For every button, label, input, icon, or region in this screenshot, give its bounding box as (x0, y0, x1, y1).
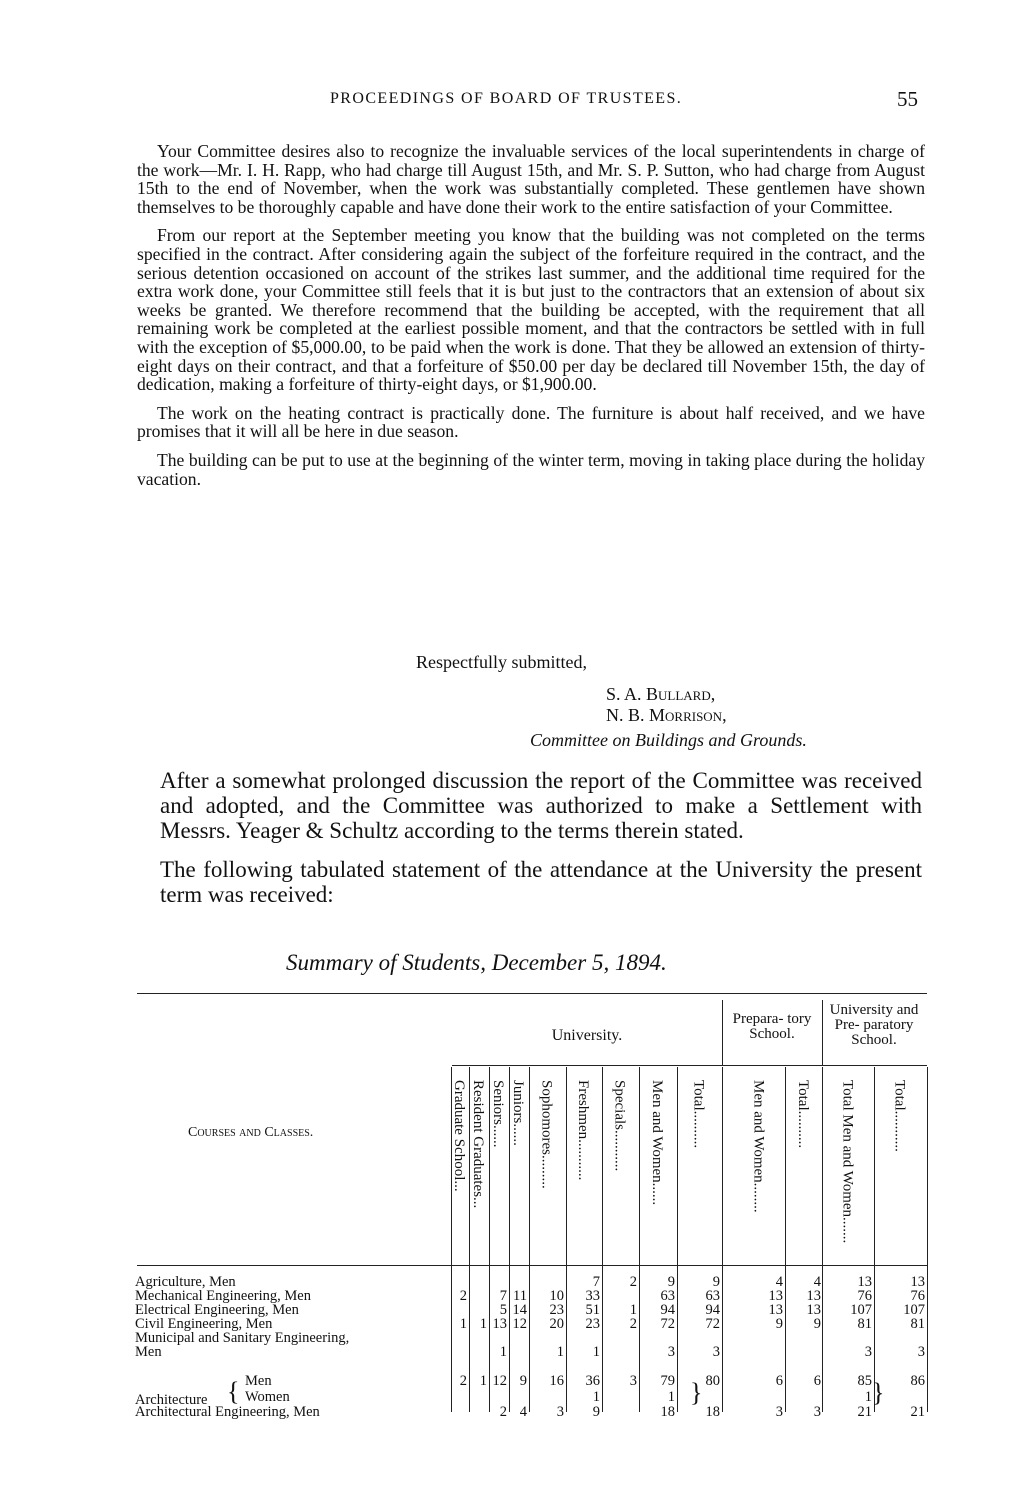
table-cell: 85 (857, 1373, 872, 1389)
table-cell: 18 (660, 1404, 675, 1420)
column-divider (927, 1067, 928, 1412)
table-cell: 13 (910, 1274, 925, 1290)
table-cell: 1 (499, 1344, 507, 1360)
table-cell: 3 (917, 1344, 925, 1360)
column-header: Total........... (891, 1080, 908, 1152)
signer-name: S. A. Bullard, (606, 684, 716, 704)
closing-line: Respectfully submitted, (416, 652, 587, 672)
column-header: Total.......... (795, 1080, 811, 1149)
row-label: Men (135, 1344, 162, 1360)
header-rule (722, 1065, 927, 1066)
signer-name: N. B. Morrison, (606, 705, 727, 725)
table-cell: 1 (592, 1344, 600, 1360)
table-row (135, 1275, 925, 1289)
table-cell: 76 (857, 1288, 872, 1304)
table-cell: 3 (864, 1344, 872, 1360)
group-header-university: University. (551, 1027, 623, 1044)
table-cell: 14 (512, 1302, 527, 1318)
table-cell: 9 (775, 1316, 783, 1332)
table-top-rule (137, 993, 927, 994)
stub-header: Courses and Classes. (188, 1125, 314, 1140)
table-row (135, 1405, 925, 1419)
table-cell: 7 (499, 1288, 507, 1304)
row-label: Agriculture, Men (135, 1274, 236, 1290)
table-cell: 107 (850, 1302, 872, 1318)
table-cell: 4 (813, 1274, 821, 1290)
table-cell: 86 (910, 1373, 925, 1389)
table-cell: 1 (459, 1316, 467, 1332)
table-cell: 3 (629, 1373, 637, 1389)
column-header: Freshmen........... (575, 1080, 591, 1181)
table-cell: 1 (592, 1389, 600, 1405)
committee-name: Committee on Buildings and Grounds. (530, 730, 807, 750)
column-divider (874, 1067, 875, 1412)
table-cell: 51 (585, 1302, 600, 1318)
column-header: Men and Women...... (649, 1080, 665, 1206)
report-paragraph: Your Committee desires also to recognize the invaluable services of the local superintendents in charge of the work—Mr. I. H. Rapp, who had charge till August 15th, and Mr. S. P. Sutton, who had charge from August 15th to the end of November, when the work was substantially completed. These gentlemen have shown themselves to be thoroughly capable and have done their work to the entire satisfaction of your Committee. (137, 141, 925, 217)
table-cell: 12 (512, 1316, 527, 1332)
column-header: Men and Women........ (750, 1080, 767, 1213)
table-cell: 3 (712, 1344, 720, 1360)
table-cell: 23 (585, 1316, 600, 1332)
table-cell: 1 (479, 1373, 487, 1389)
table-cell: 36 (585, 1373, 600, 1389)
header-bottom-rule (137, 1265, 927, 1266)
column-divider (677, 1067, 678, 1412)
table-cell: 79 (660, 1373, 675, 1389)
table-cell: 13 (492, 1316, 507, 1332)
row-label: Women (245, 1389, 290, 1405)
column-header: Juniors...... (510, 1080, 526, 1146)
table-title: Summary of Students, December 5, 1894. (286, 950, 667, 975)
table-cell: 81 (857, 1316, 872, 1332)
minutes-paragraph: The following tabulated statement of the attendance at the University the present term was received: (160, 857, 922, 907)
table-cell: 2 (629, 1316, 637, 1332)
column-divider (566, 1067, 567, 1412)
table-cell: 6 (775, 1373, 783, 1389)
running-head: PROCEEDINGS OF BOARD OF TRUSTEES. (330, 90, 683, 107)
brace-mark: { (227, 1377, 240, 1406)
minutes-paragraph: After a somewhat prolonged discussion the report of the Committee was received and adopted, and the Committee was authorized to make a Settlement with Messrs. Yeager & Schultz according to the terms therein stated. (160, 768, 922, 843)
column-divider (639, 1067, 640, 1412)
brace-mark: } (872, 1378, 885, 1407)
table-cell: 3 (813, 1404, 821, 1420)
column-header: Total Men and Women....... (839, 1080, 856, 1244)
table-cell: 1 (864, 1389, 872, 1405)
row-label: Architecture (135, 1392, 208, 1408)
brace-mark: } (690, 1378, 703, 1407)
table-cell: 94 (660, 1302, 675, 1318)
table-cell: 94 (705, 1302, 720, 1318)
table-cell: 2 (459, 1288, 467, 1304)
report-paragraph: The work on the heating contract is practically done. The furniture is about half received, and we have promises that it will all be here in due season. (137, 402, 925, 442)
table-cell: 23 (549, 1302, 564, 1318)
table-cell: 18 (705, 1404, 720, 1420)
table-cell: 80 (705, 1373, 720, 1389)
row-label: Men (245, 1373, 272, 1389)
column-header: Seniors...... (490, 1080, 506, 1148)
table-cell: 3 (775, 1404, 783, 1420)
architecture-label-row (135, 1393, 925, 1407)
row-label: Municipal and Sanitary Engineering, (135, 1330, 350, 1346)
table-row (135, 1303, 925, 1317)
column-header: Total.......... (690, 1080, 707, 1149)
table-cell: 10 (549, 1288, 564, 1304)
table-cell: 13 (806, 1302, 821, 1318)
table-cell: 1 (479, 1316, 487, 1332)
table-row (135, 1345, 925, 1359)
table-cell: 6 (813, 1373, 821, 1389)
table-row (135, 1331, 925, 1345)
table-cell: 4 (519, 1404, 527, 1420)
row-label: Architectural Engineering, Men (135, 1404, 320, 1420)
table-cell: 21 (910, 1404, 925, 1420)
group-divider (722, 1000, 723, 1066)
table-cell: 9 (519, 1373, 527, 1389)
page-header (0, 87, 1016, 114)
table-cell: 16 (549, 1373, 564, 1389)
table-cell: 5 (499, 1302, 507, 1318)
table-cell: 63 (705, 1288, 720, 1304)
table-cell: 72 (660, 1316, 675, 1332)
table-cell: 76 (910, 1288, 925, 1304)
table-cell: 13 (806, 1288, 821, 1304)
table-cell: 21 (857, 1404, 872, 1420)
table-row (135, 1317, 925, 1331)
table-cell: 7 (592, 1274, 600, 1290)
table-cell: 3 (667, 1344, 675, 1360)
column-divider (785, 1067, 786, 1412)
table-cell: 2 (459, 1373, 467, 1389)
column-divider (602, 1067, 603, 1412)
table-cell: 4 (775, 1274, 783, 1290)
table-cell: 9 (592, 1404, 600, 1420)
page-number: 55 (897, 87, 918, 111)
table-cell: 13 (857, 1274, 872, 1290)
table-cell: 3 (556, 1404, 564, 1420)
table-cell: 1 (556, 1344, 564, 1360)
column-header: Specials........... (611, 1080, 628, 1172)
table-cell: 13 (768, 1302, 783, 1318)
group-divider (822, 1000, 823, 1066)
table-row (135, 1289, 925, 1303)
table-cell: 1 (629, 1302, 637, 1318)
table-cell: 12 (492, 1373, 507, 1389)
column-divider (822, 1067, 823, 1412)
column-header: Sophomores......... (538, 1080, 555, 1189)
table-cell: 107 (903, 1302, 925, 1318)
column-header: Resident Graduates... (470, 1080, 486, 1209)
row-label: Civil Engineering, Men (135, 1316, 273, 1332)
header-rule (452, 1065, 723, 1066)
table-cell: 63 (660, 1288, 675, 1304)
table-cell: 11 (513, 1288, 527, 1304)
column-header: Graduate School... (451, 1080, 467, 1192)
minutes-text (160, 768, 922, 921)
table-cell: 2 (499, 1404, 507, 1420)
group-header-prep: Prepara- tory School. (732, 1011, 812, 1042)
committee-report (137, 142, 925, 498)
table-row (135, 1374, 925, 1388)
table-cell: 9 (813, 1316, 821, 1332)
table-cell: 13 (768, 1288, 783, 1304)
report-paragraph: From our report at the September meeting you know that the building was not completed on the terms specified in the contract. After considering again the subject of the forfeiture required in the contract, and the serious detention occasioned on account of the strikes last summer, and the additional time required for the extra work done, your Committee still feels that it is but just to the contractors that an extension of about six weeks be granted. We therefore recommend that the building be accepted, with the requirement that all remaining work be completed at the earliest possible moment, and that the contractors be settled with in full with the exception of $5,000.00, to be paid when the work is done. That they be allowed an extension of thirty-eight days on their contract, and that a forfeiture of $50.00 per day be declared till November 15th, the day of dedication, making a forfeiture of thirty-eight days, or $1,900.00. (137, 225, 925, 395)
column-divider (529, 1067, 530, 1412)
table-cell: 1 (667, 1389, 675, 1405)
table-cell: 33 (585, 1288, 600, 1304)
group-header-both: University and Pre- paratory School. (829, 1002, 919, 1048)
table-cell: 2 (629, 1274, 637, 1290)
table-cell: 9 (667, 1274, 675, 1290)
table-cell: 20 (549, 1316, 564, 1332)
row-label: Mechanical Engineering, Men (135, 1288, 311, 1304)
row-label: Electrical Engineering, Men (135, 1302, 299, 1318)
table-cell: 81 (910, 1316, 925, 1332)
column-divider (722, 1067, 723, 1412)
report-paragraph: The building can be put to use at the beginning of the winter term, moving in taking place during the holiday vacation. (137, 449, 925, 489)
table-cell: 9 (712, 1274, 720, 1290)
table-cell: 72 (705, 1316, 720, 1332)
